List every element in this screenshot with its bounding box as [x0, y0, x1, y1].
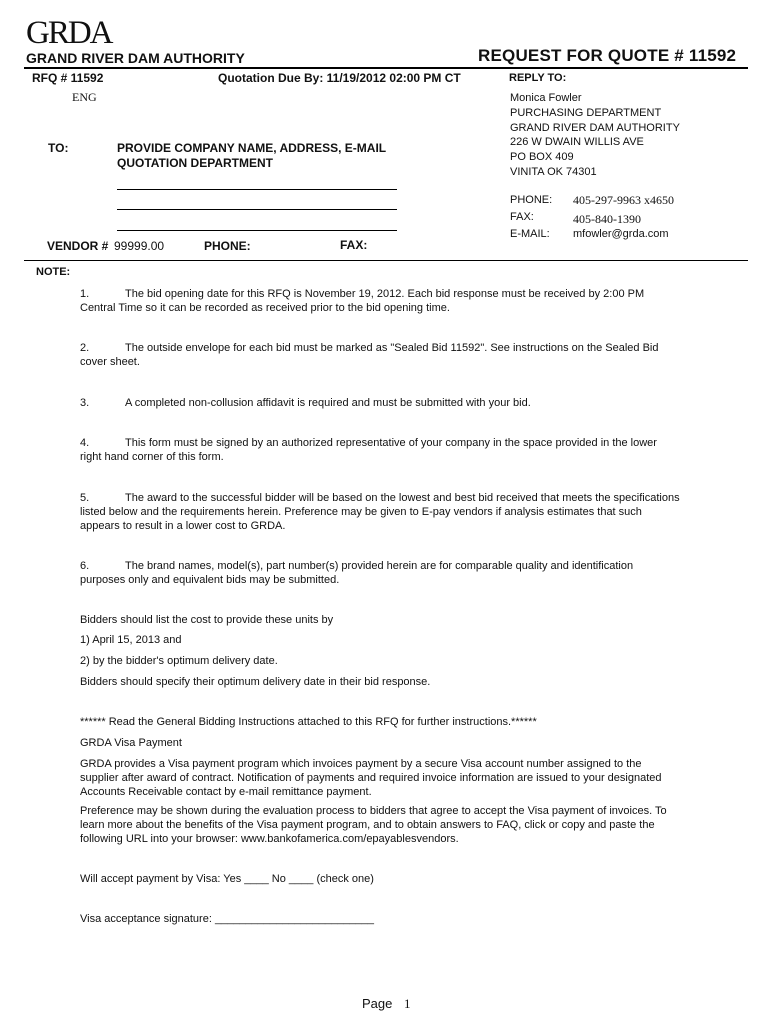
reply-line: GRAND RIVER DAM AUTHORITY	[510, 121, 680, 134]
reply-line: VINITA OK 74301	[510, 165, 597, 178]
note-text: The outside envelope for each bid must be marked as "Sealed Bid 11592". See instructions on the Sealed Bid cover sheet.	[80, 342, 659, 368]
address-line[interactable]	[117, 209, 397, 210]
note-number: 6.	[80, 560, 90, 572]
note-item	[80, 287, 680, 315]
reply-fax: 405-840-1390	[573, 212, 641, 226]
page-footer	[362, 996, 411, 1012]
quotation-due: Quotation Due By: 11/19/2012 02:00 PM CT	[218, 71, 461, 85]
reply-phone-label: PHONE:	[510, 194, 553, 206]
note-number: 1.	[80, 288, 90, 300]
reply-email[interactable]: mfowler@grda.com	[573, 228, 669, 240]
note-item	[80, 559, 680, 587]
reply-line: PO BOX 409	[510, 151, 574, 164]
visa-accept: Will accept payment by Visa: Yes ____ No ____ (check one)	[80, 873, 374, 885]
bidders-item-1: 1) April 15, 2013 and	[80, 634, 182, 646]
note-number: 3.	[80, 397, 90, 409]
reply-address	[510, 91, 680, 180]
bidders-specify: Bidders should specify their optimum delivery date in their bid response.	[80, 676, 431, 688]
to-line-2: QUOTATION DEPARTMENT	[117, 156, 273, 170]
page-number: 1	[404, 996, 411, 1011]
note-text: The award to the successful bidder will be based on the lowest and best bid received that meets the specifications listed below and the requirements herein. Preference may be given to E-pay vendors if analysis estimates that such appears to result in a lower cost to GRDA.	[80, 492, 680, 532]
note-number: 5.	[80, 492, 90, 504]
vendor-phone-label: PHONE:	[204, 239, 251, 253]
org-name: GRAND RIVER DAM AUTHORITY	[26, 50, 245, 66]
address-line[interactable]	[117, 230, 397, 231]
reply-fax-label: FAX:	[510, 211, 534, 223]
reply-to-label: REPLY TO:	[509, 72, 567, 84]
reply-line: PURCHASING DEPARTMENT	[510, 106, 662, 119]
reply-line: Monica Fowler	[510, 92, 582, 104]
to-line-1: PROVIDE COMPANY NAME, ADDRESS, E-MAIL	[117, 141, 387, 155]
note-text: This form must be signed by an authorized representative of your company in the space provided in the lower right hand corner of this form.	[80, 437, 657, 463]
vendor-number: 99999.00	[114, 239, 165, 253]
vendor-fax-label: FAX:	[340, 238, 368, 252]
note-item	[80, 341, 680, 369]
note-number: 2.	[80, 342, 90, 354]
page-label: Page	[362, 996, 393, 1011]
bidders-intro: Bidders should list the cost to provide these units by	[80, 614, 334, 626]
visa-heading: GRDA Visa Payment	[80, 737, 182, 749]
grda-logo: GRDA	[26, 15, 112, 51]
note-text: A completed non-collusion affidavit is required and must be submitted with your bid.	[125, 397, 531, 409]
general-instructions: ****** Read the General Bidding Instructions attached to this RFQ for further instructions.******	[80, 716, 537, 728]
vendor-label: VENDOR #	[47, 239, 109, 253]
to-label: TO:	[48, 141, 69, 155]
reply-line: 226 W DWAIN WILLIS AVE	[510, 136, 644, 149]
note-item	[80, 396, 680, 410]
note-item	[80, 491, 680, 533]
note-text: The brand names, model(s), part number(s) provided herein are for comparable quality and identification purposes only and equivalent bids may be submitted.	[80, 560, 634, 586]
note-text: The bid opening date for this RFQ is November 19, 2012. Each bid response must be received by 2:00 PM Central Time so it can be recorded as received prior to the bid opening time.	[80, 288, 645, 314]
header-divider	[24, 67, 748, 69]
rfq-number: RFQ # 11592	[32, 71, 104, 85]
visa-paragraph-2: Preference may be shown during the evaluation process to bidders that agree to accept the Visa payment of invoices. To learn more about the benefits of the Visa payment program, and to obtain answers to FAQ, click or copy and paste the following URL into your browser: www.bankofamerica.com/epayablesvendors.	[80, 805, 667, 845]
address-line[interactable]	[117, 189, 397, 190]
note-item	[80, 436, 680, 464]
note-label: NOTE:	[36, 266, 71, 278]
section-divider	[24, 260, 748, 261]
reply-email-label: E-MAIL:	[510, 228, 550, 240]
bidders-item-2: 2) by the bidder's optimum delivery date.	[80, 655, 278, 667]
visa-paragraph-1: GRDA provides a Visa payment program which invoices payment by a secure Visa account number assigned to the supplier after award of contract. Notification of payments and required invoice information are issued to your designated Accounts Receivable contact by e-mail remittance payment.	[80, 758, 662, 798]
page-title: REQUEST FOR QUOTE # 11592	[478, 46, 737, 65]
note-number: 4.	[80, 437, 90, 449]
department: ENG	[72, 90, 97, 104]
visa-signature: Visa acceptance signature: __________________________	[80, 913, 374, 925]
reply-phone: 405-297-9963 x4650	[573, 193, 674, 207]
